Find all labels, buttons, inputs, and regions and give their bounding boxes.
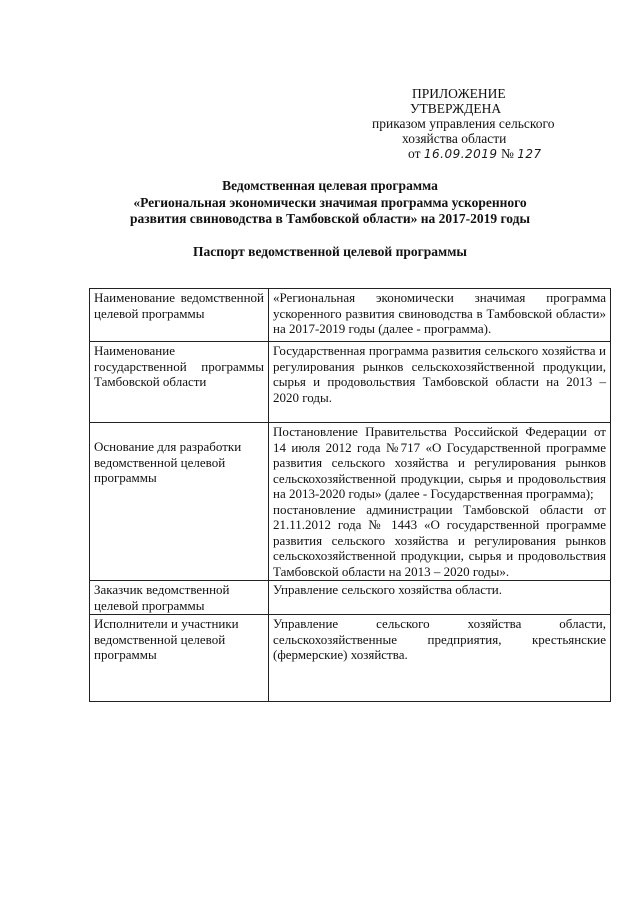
row-value: «Региональная экономически значимая программа ускоренного развития свиноводства в Тамбовской области» на 2017-2019 годы (далее - программа). xyxy=(269,289,611,342)
basis-paragraph-1: Постановление Правительства Российской Федерации от 14 июля 2012 года №717 «О Государственной программе развития сельского хозяйства и регулирования рынков сельскохозяйственной продукции, сырья и продовольствия на 2013-2020 годы» (далее - Государственная программа); xyxy=(273,424,606,501)
row-label: Исполнители и участники ведомственной целевой программы xyxy=(90,615,269,702)
approval-authority-cont: хозяйства области xyxy=(402,131,507,146)
table-row xyxy=(90,581,611,615)
basis-paragraph-2: постановление администрации Тамбовской области от 21.11.2012 года № 1443 «О государственной программе развития сельского хозяйства и регулирования рынков сельскохозяйственной продукции, сырья и продовольствия Тамбовской области на 2013 – 2020 годы». xyxy=(273,501,606,579)
row-value: Управление сельского хозяйства области, сельскохозяйственные предприятия, крестьянские (фермерские) хозяйства. xyxy=(269,615,611,702)
appendix-block xyxy=(372,86,622,162)
table-row xyxy=(90,615,611,702)
document-title xyxy=(60,178,600,228)
passport-table xyxy=(89,288,611,702)
table-row xyxy=(90,342,611,423)
number-prefix: № xyxy=(500,146,514,161)
approved-label: УТВЕРЖДЕНА xyxy=(410,101,502,116)
passport-heading: Паспорт ведомственной целевой программы xyxy=(193,244,467,259)
appendix-heading: ПРИЛОЖЕНИЕ xyxy=(412,86,506,101)
approval-authority: приказом управления сельского xyxy=(372,116,555,131)
row-value xyxy=(269,423,611,581)
title-line-1: Ведомственная целевая программа xyxy=(222,178,438,193)
handwritten-number: 127 xyxy=(517,147,542,161)
row-value: Государственная программа развития сельского хозяйства и регулирования рынков сельскохозяйственной продукции, сырья и продовольствия Тамбовской области на 2013 – 2020 годы. xyxy=(269,342,611,423)
row-label: Наименование государственной программы Тамбовской области xyxy=(90,342,269,423)
title-line-2: «Региональная экономически значимая программа ускоренного xyxy=(133,194,527,210)
row-value: Управление сельского хозяйства области. xyxy=(269,581,611,615)
row-label: Наименование ведомственной целевой программы xyxy=(90,289,269,342)
table-row xyxy=(90,289,611,342)
row-label: Заказчик ведомственной целевой программы xyxy=(90,581,269,615)
approval-date-line xyxy=(372,146,622,162)
title-line-3: развития свиноводства в Тамбовской области» на 2017-2019 годы xyxy=(129,211,531,226)
row-label: Основание для разработки ведомственной целевой программы xyxy=(90,423,269,581)
handwritten-date: 16.09.2019 xyxy=(423,147,498,161)
table-row xyxy=(90,423,611,581)
date-prefix: от xyxy=(408,146,421,161)
